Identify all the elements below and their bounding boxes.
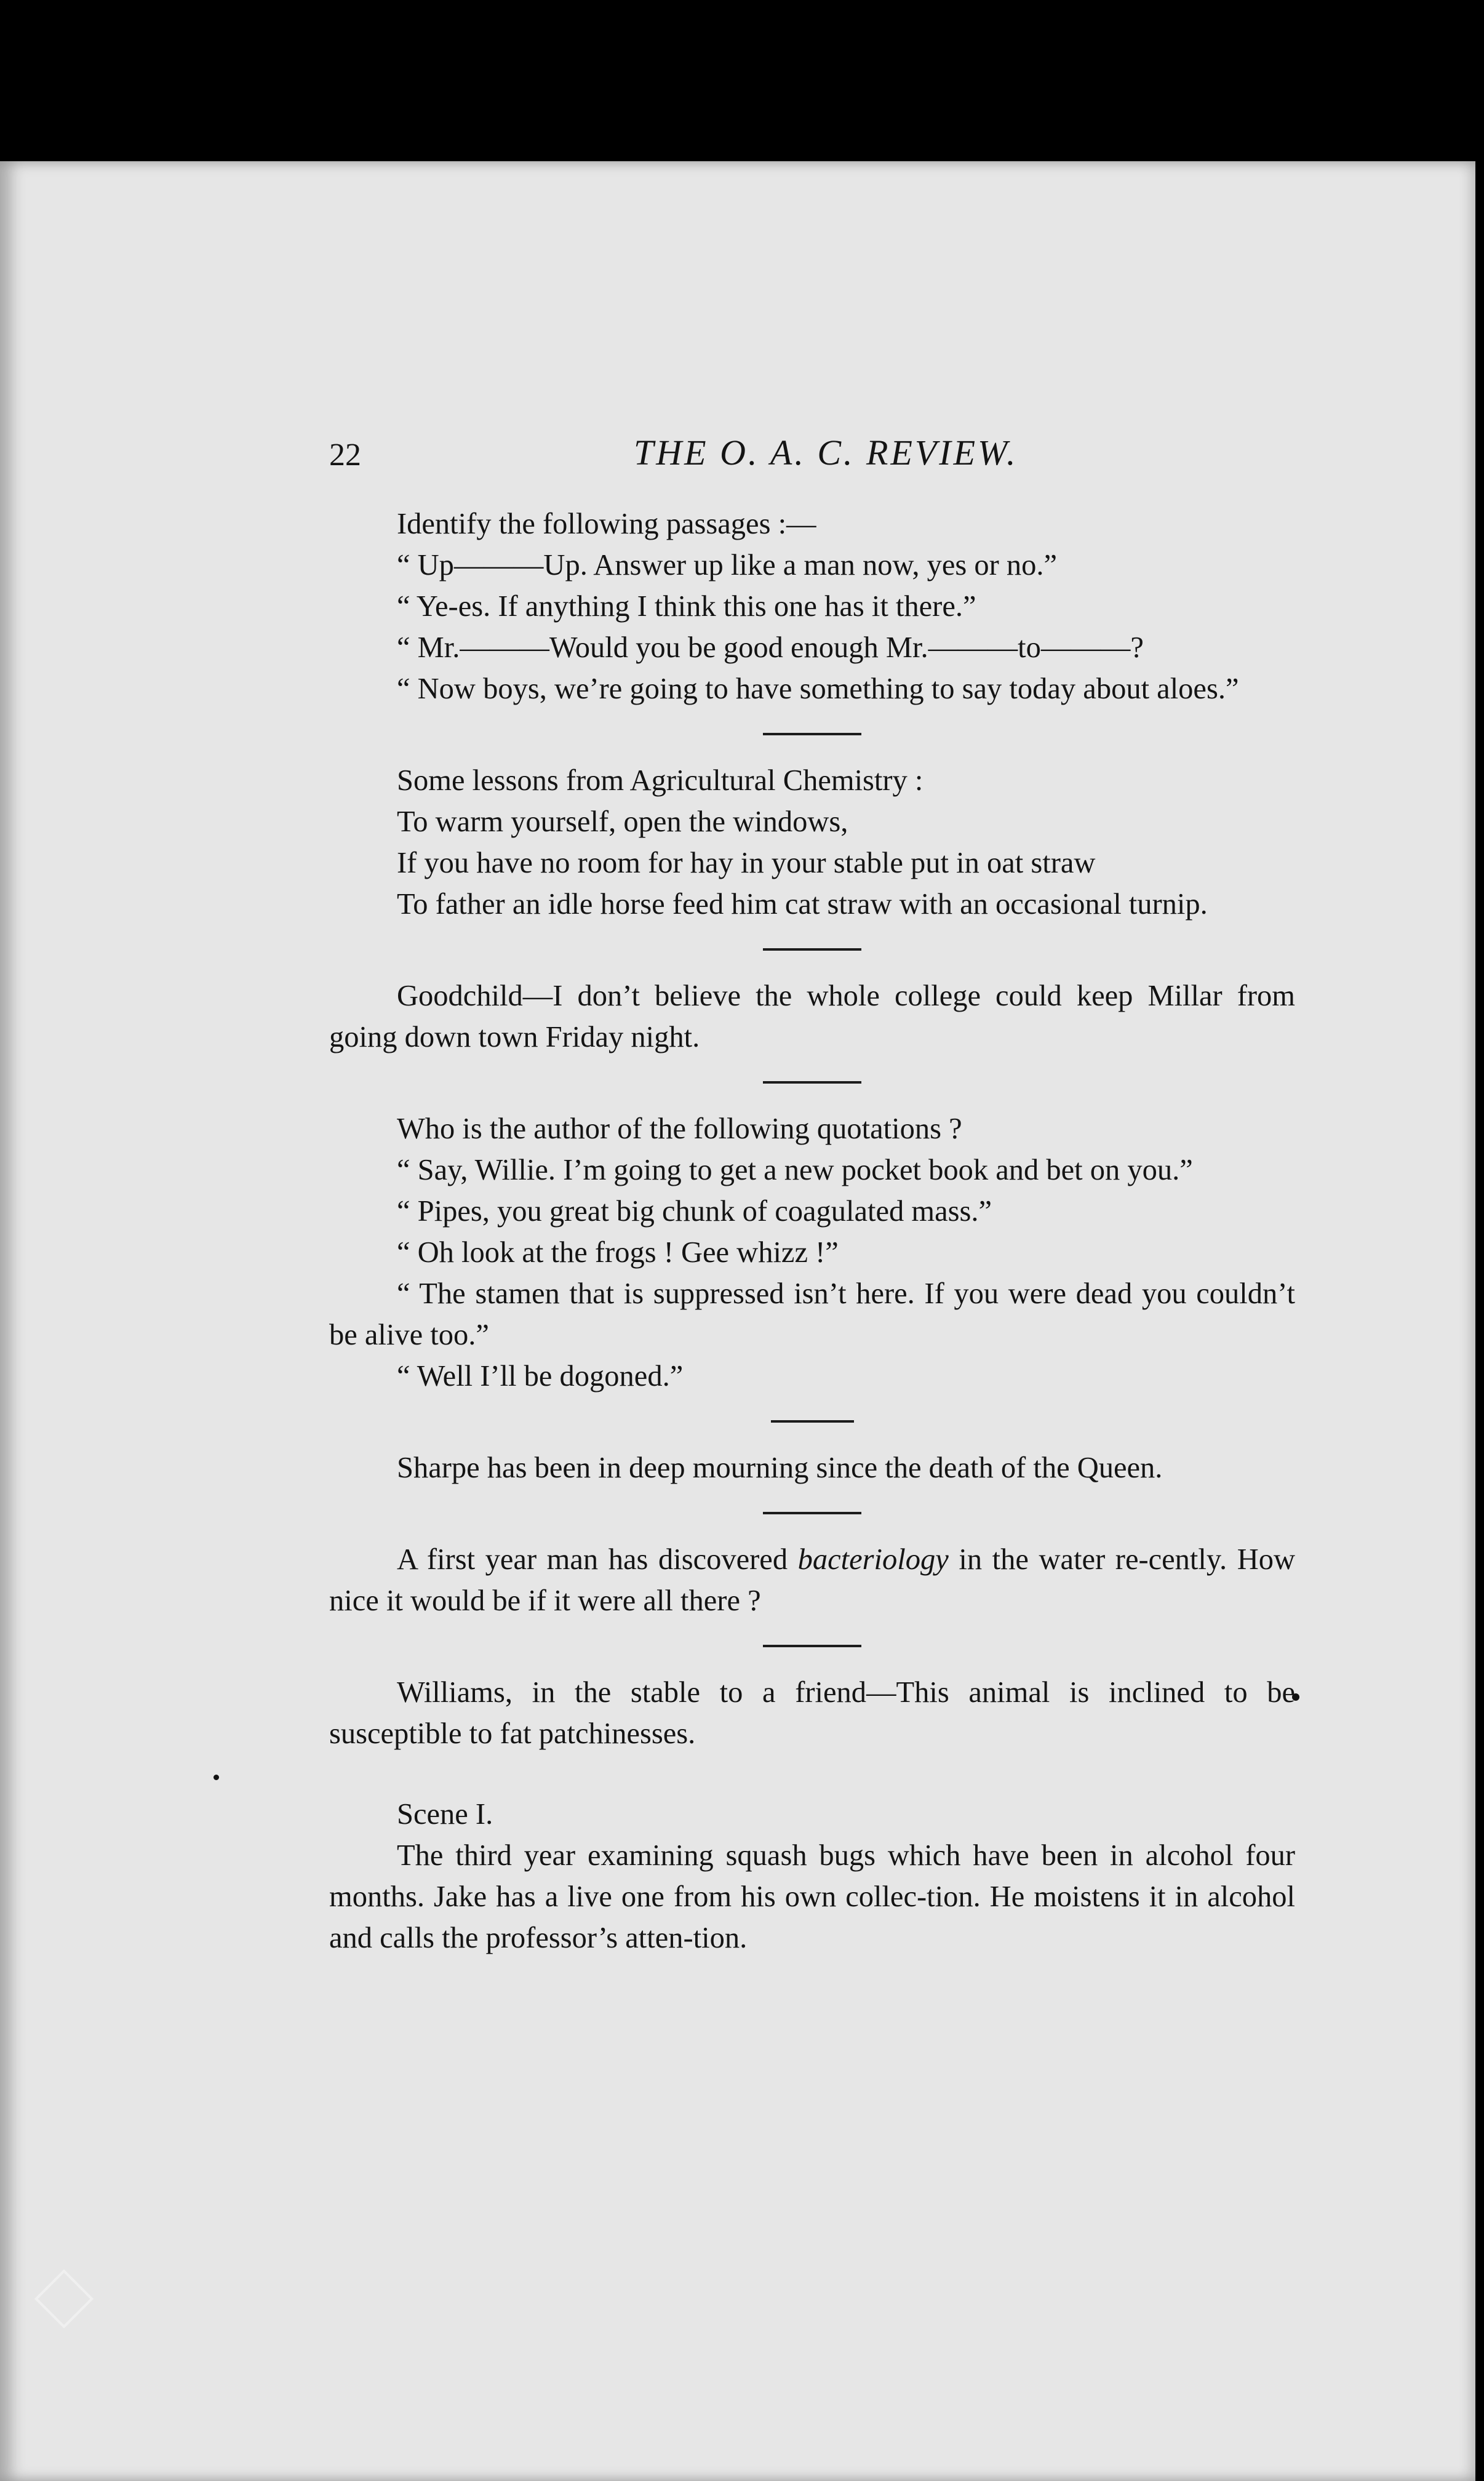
section-divider (763, 1081, 861, 1084)
quote-line: “ Ye-es. If anything I think this one has it there.” (397, 590, 976, 623)
goodchild-section (329, 975, 1295, 1058)
paragraph: If you have no room for hay in your stable put in oat straw (397, 847, 1096, 879)
passages-section (329, 503, 1295, 709)
quote-line: “ Up———Up. Answer up like a man now, yes or no.” (397, 549, 1058, 581)
paragraph: Identify the following passages :— (397, 508, 816, 540)
quote-line: “ Mr.———Would you be good enough Mr.———to———? (397, 631, 1144, 664)
section-gap (329, 1774, 1295, 1794)
quotations-section (329, 1108, 1295, 1397)
paragraph: Who is the author of the following quotations ? (397, 1113, 962, 1145)
page-number: 22 (329, 437, 361, 473)
section-gap (329, 1754, 1295, 1774)
running-head: THE O. A. C. REVIEW. (634, 433, 1018, 473)
paragraph (329, 1539, 1295, 1621)
section-divider (771, 1420, 854, 1423)
ink-speck (213, 1775, 219, 1780)
page-header (0, 433, 1475, 486)
paragraph: To father an idle horse feed him cat straw with an occasional turnip. (397, 888, 1208, 921)
section-divider (763, 1512, 861, 1514)
section-divider (763, 1645, 861, 1647)
paragraph: Sharpe has been in deep mourning since the death of the Queen. (397, 1452, 1163, 1484)
paragraph: Goodchild—I don’t believe the whole college could keep Millar from going down town Friday night. (329, 980, 1295, 1053)
quote-line: “ Pipes, you great big chunk of coagulated mass.” (397, 1195, 992, 1228)
edge-artifact (34, 2269, 94, 2328)
paragraph: To warm yourself, open the windows, (397, 805, 848, 838)
scene-section (329, 1794, 1295, 1959)
williams-section (329, 1672, 1295, 1754)
paragraph: The third year examining squash bugs which have been in alcohol four months. Jake has a live one from his own collec-tion. He moistens it in alcohol and calls the professor’s atten-tion. (329, 1839, 1295, 1954)
quote-line: “ The stamen that is suppressed isn’t here. If you were dead you couldn’t be alive too.” (329, 1277, 1295, 1351)
text-run: in the water re-cently. How nice it would be if it were all there ? (329, 1543, 1295, 1617)
sharpe-section (329, 1447, 1295, 1488)
page-body (329, 503, 1295, 1959)
italic-term: bacteriology (797, 1543, 949, 1576)
section-divider (763, 948, 861, 951)
scene-heading: Scene I. (397, 1798, 493, 1831)
quote-line: “ Oh look at the frogs ! Gee whizz !” (397, 1236, 839, 1269)
section-divider (763, 733, 861, 735)
paragraph: Williams, in the stable to a friend—This animal is inclined to be susceptible to fat patchinesses. (329, 1676, 1295, 1750)
quote-line: “ Now boys, we’re going to have something to say today about aloes.” (397, 673, 1239, 705)
quote-line: “ Well I’ll be dogoned.” (397, 1360, 684, 1392)
bacteriology-section (329, 1539, 1295, 1621)
text-run: A first year man has discovered (397, 1543, 798, 1576)
quote-line: “ Say, Willie. I’m going to get a new pocket book and bet on you.” (397, 1154, 1193, 1186)
chemistry-section (329, 760, 1295, 925)
paragraph: Some lessons from Agricultural Chemistry : (397, 764, 924, 797)
